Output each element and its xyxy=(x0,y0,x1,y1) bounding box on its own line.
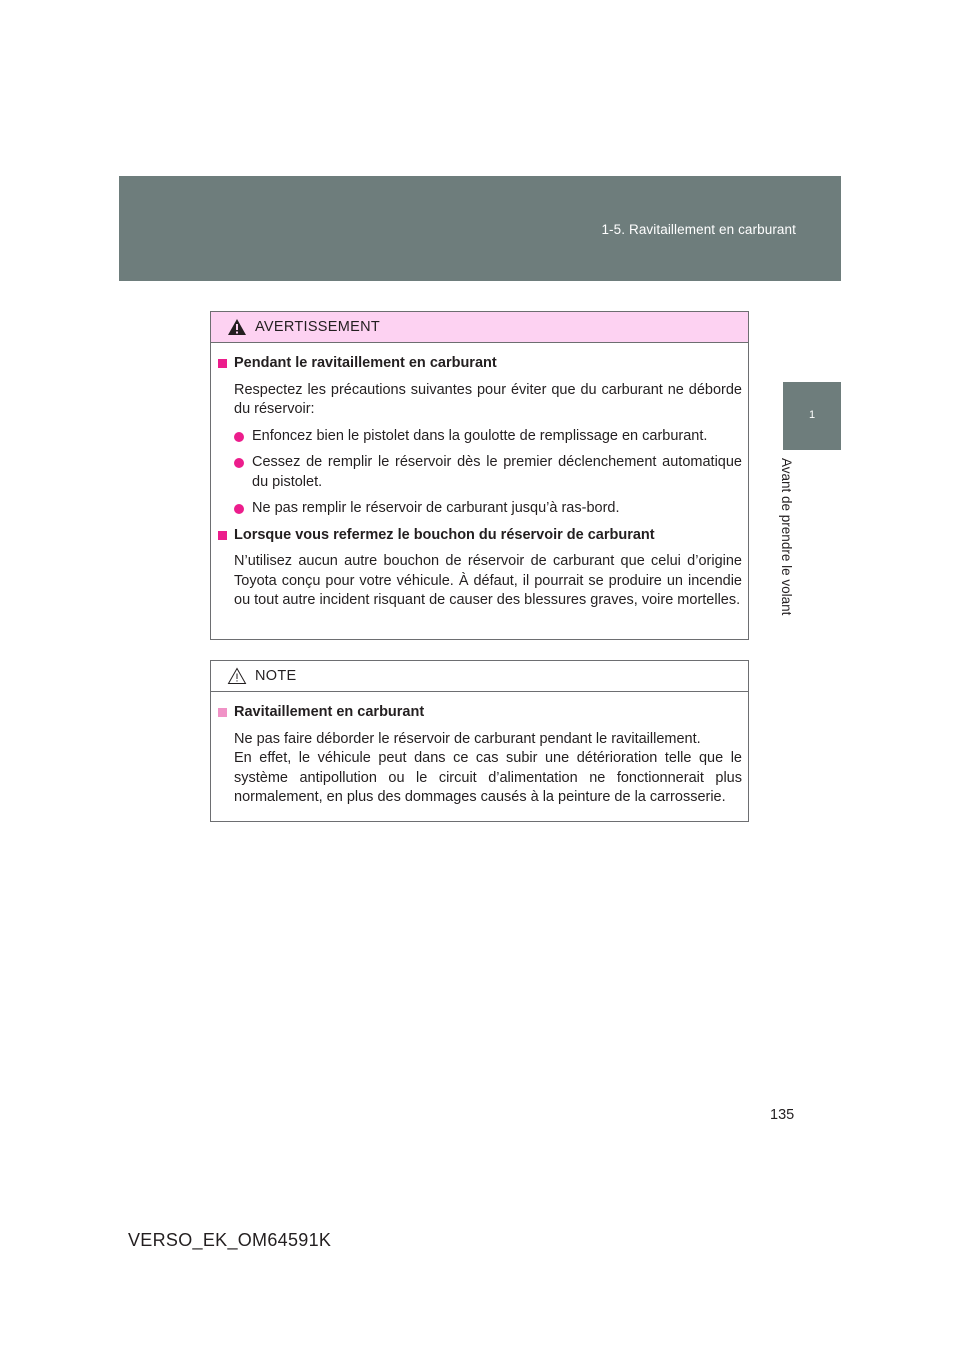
note-line2: En effet, le véhicule peut dans ce cas subir une détérioration telle que le système antipollution ou le circuit d’alimentation ne fonctionnerait plus normalement, en plus des dommages causés à la peinture de la carrosserie. xyxy=(234,750,742,805)
note-box xyxy=(210,660,749,822)
chapter-header-band xyxy=(119,176,841,281)
note-title: NOTE xyxy=(255,668,297,684)
round-bullet-icon xyxy=(234,458,244,468)
warning-title: AVERTISSEMENT xyxy=(255,319,381,335)
warning-body xyxy=(211,343,748,611)
note-heading-text: Ravitaillement en carburant xyxy=(234,704,425,720)
square-bullet-icon xyxy=(218,708,227,717)
warning-section1-heading-text: Pendant le ravitaillement en carburant xyxy=(234,355,497,371)
note-line1: Ne pas faire déborder le réservoir de carburant pendant le ravitaillement. xyxy=(234,730,701,747)
warning-section1-intro: Respectez les précautions suivantes pour éviter que du carburant ne déborde du réservoir: xyxy=(234,381,742,417)
note-body xyxy=(211,692,748,808)
warning-header xyxy=(211,312,748,343)
warning-section1-heading xyxy=(217,354,742,374)
note-heading xyxy=(217,703,742,723)
note-header xyxy=(211,661,748,692)
square-bullet-icon xyxy=(218,531,227,540)
chapter-side-label-wrap xyxy=(779,458,804,634)
chapter-number: 1 xyxy=(808,409,816,421)
warning-section2-text: N’utilisez aucun autre bouchon de réservoir de carburant que celui d’origine Toyota conçu pour votre véhicule. À défaut, il pourrait se produire un incendie ou tout autre incident risquant de causer des blessures graves, voire mortelles. xyxy=(234,553,742,608)
warning-bullet xyxy=(217,453,742,492)
warning-bullet-text: Ne pas remplir le réservoir de carburant jusqu’à ras-bord. xyxy=(252,500,620,516)
page-number: 135 xyxy=(770,1107,795,1123)
section-title: 1-5. Ravitaillement en carburant xyxy=(601,222,796,237)
warning-bullet-text: Enfoncez bien le pistolet dans la goulotte de remplissage en carburant. xyxy=(252,427,708,444)
round-bullet-icon xyxy=(234,504,244,514)
chapter-side-label: Avant de prendre le volant xyxy=(779,458,794,616)
warning-bullet xyxy=(217,427,742,447)
warning-bullet xyxy=(217,499,742,519)
warning-section2-heading-text: Lorsque vous refermez le bouchon du réservoir de carburant xyxy=(234,526,655,543)
warning-box xyxy=(210,311,749,640)
caution-triangle-outline-icon xyxy=(227,667,247,685)
document-code: VERSO_EK_OM64591K xyxy=(128,1230,332,1250)
warning-bullet-text: Cessez de remplir le réservoir dès le premier déclenchement automatique du pistolet. xyxy=(252,454,742,490)
chapter-tab xyxy=(783,382,841,450)
round-bullet-icon xyxy=(234,432,244,442)
square-bullet-icon xyxy=(218,359,227,368)
warning-triangle-icon xyxy=(227,318,247,336)
warning-section2-heading xyxy=(217,526,742,546)
